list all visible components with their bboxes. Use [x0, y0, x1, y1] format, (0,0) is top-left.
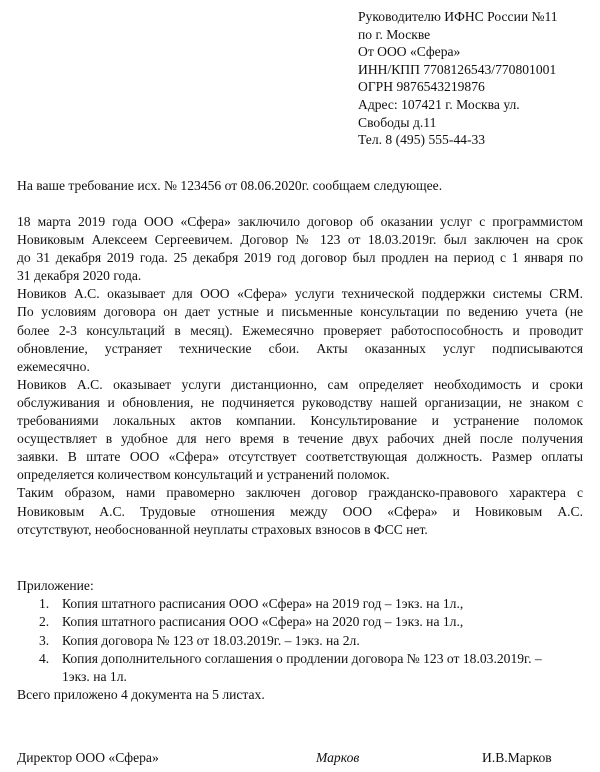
text-line: ежемесячно. [17, 358, 90, 374]
signatory-name: И.В.Марков [482, 750, 552, 765]
text-line: определяется количеством консультаций и устранений поломок. [17, 467, 390, 483]
intro-sentence: На ваше требование исх. № 123456 от 08.06.2020г. сообщаем следующее. [17, 178, 443, 193]
paragraph-conclusion [17, 484, 583, 538]
appendix-item [17, 595, 583, 613]
appendix-total: Всего приложено 4 документа на 5 листах. [17, 687, 265, 703]
appendix-list [17, 595, 583, 686]
text-line: Новиков А.С. оказывает для ООО «Сфера» услуги технической поддержки системы CRM. [17, 286, 583, 302]
sender-address: Адрес: 107421 г. Москва ул. [358, 96, 520, 112]
sender-phone: Тел. 8 (495) 555-44-33 [358, 132, 486, 148]
text-line: до 31 декабря 2019 года. 25 декабря 2019 год договор был продлен на период с 1 января по [17, 250, 583, 266]
appendix-item-text: Копия штатного расписания ООО «Сфера» на 2020 год – 1экз. на 1л., [62, 614, 464, 630]
recipient-line: по г. Москве [358, 26, 431, 42]
handwritten-signature: Марков [316, 750, 360, 765]
appendix-item-number: 3. [39, 632, 50, 648]
appendix-item-text: Копия штатного расписания ООО «Сфера» на 2019 год – 1экз. на 1л., [62, 596, 464, 612]
text-line: обслуживания и обновления, не подчиняется руководству нашей организации, не знаком с [17, 394, 583, 410]
text-line: требованиями локальных актов компании. Консультирование и устранение поломок [17, 413, 583, 429]
text-line: Таким образом, нами правомерно заключен договор гражданско-правового характера с [17, 485, 583, 501]
text-line: более 2-3 консультаций в месяц). Ежемесячно проверяет работоспособность и проводит [17, 322, 583, 338]
appendix-item-text: Копия договора № 123 от 18.03.2019г. – 1экз. на 2л. [62, 632, 360, 648]
sender-address: Свободы д.11 [358, 114, 437, 130]
appendix-section [17, 577, 583, 704]
paragraph-services [17, 285, 583, 375]
text-line: Новиков А.С. оказывает услуги дистанционно, сам определяет необходимость и сроки [17, 376, 583, 392]
text-line: отсутствуют, необоснованной неуплаты страховых взносов в ФСС нет. [17, 521, 428, 537]
text-line: По условиям договора он дает устные и письменные консультации по ведению учета (не [17, 304, 583, 320]
appendix-item [17, 632, 583, 650]
appendix-item-text: Копия дополнительного соглашения о продлении договора № 123 от 18.03.2019г. – [62, 650, 542, 666]
appendix-item [17, 650, 583, 686]
text-line: 31 декабря 2020 года. [17, 268, 142, 284]
paragraph-contract [17, 213, 583, 285]
text-line: Новиковым А.С. Трудовые отношения между ООО «Сфера» и Новиковым А.С. [17, 503, 583, 519]
appendix-item-number: 4. [39, 650, 50, 666]
text-line: 18 марта 2019 года ООО «Сфера» заключило договор об оказании услуг с программистом [17, 214, 583, 229]
appendix-item-number: 2. [39, 614, 50, 630]
sender-ogrn: ОГРН 9876543219876 [358, 79, 485, 95]
text-line: заявки. В штате ООО «Сфера» отсутствует соответствующая должность. Размер оплаты [17, 449, 583, 465]
appendix-item-number: 1. [39, 596, 50, 612]
appendix-title: Приложение: [17, 578, 94, 593]
text-line: обновление, устраняет технические сбои. Акты оказанных услуг подписываются [17, 340, 583, 356]
letter-body [17, 213, 583, 539]
sender-inn-kpp: ИНН/КПП 7708126543/770801001 [358, 61, 557, 77]
recipient-line: Руководителю ИФНС России №11 [358, 9, 558, 24]
recipient-block [358, 8, 594, 149]
text-line: Новиковым Алексеем Сергеевичем. Договор № 123 от 18.03.2019г. был заключен на срок [17, 232, 583, 248]
signatory-title: Директор ООО «Сфера» [17, 750, 159, 765]
text-line: осуществляет в удобное для него время в течение двух рабочих дней после получения [17, 431, 583, 447]
appendix-item-continuation: 1экз. на 1л. [62, 669, 127, 685]
appendix-item [17, 613, 583, 631]
sender-line: От ООО «Сфера» [358, 44, 461, 60]
paragraph-remote-work [17, 376, 583, 485]
